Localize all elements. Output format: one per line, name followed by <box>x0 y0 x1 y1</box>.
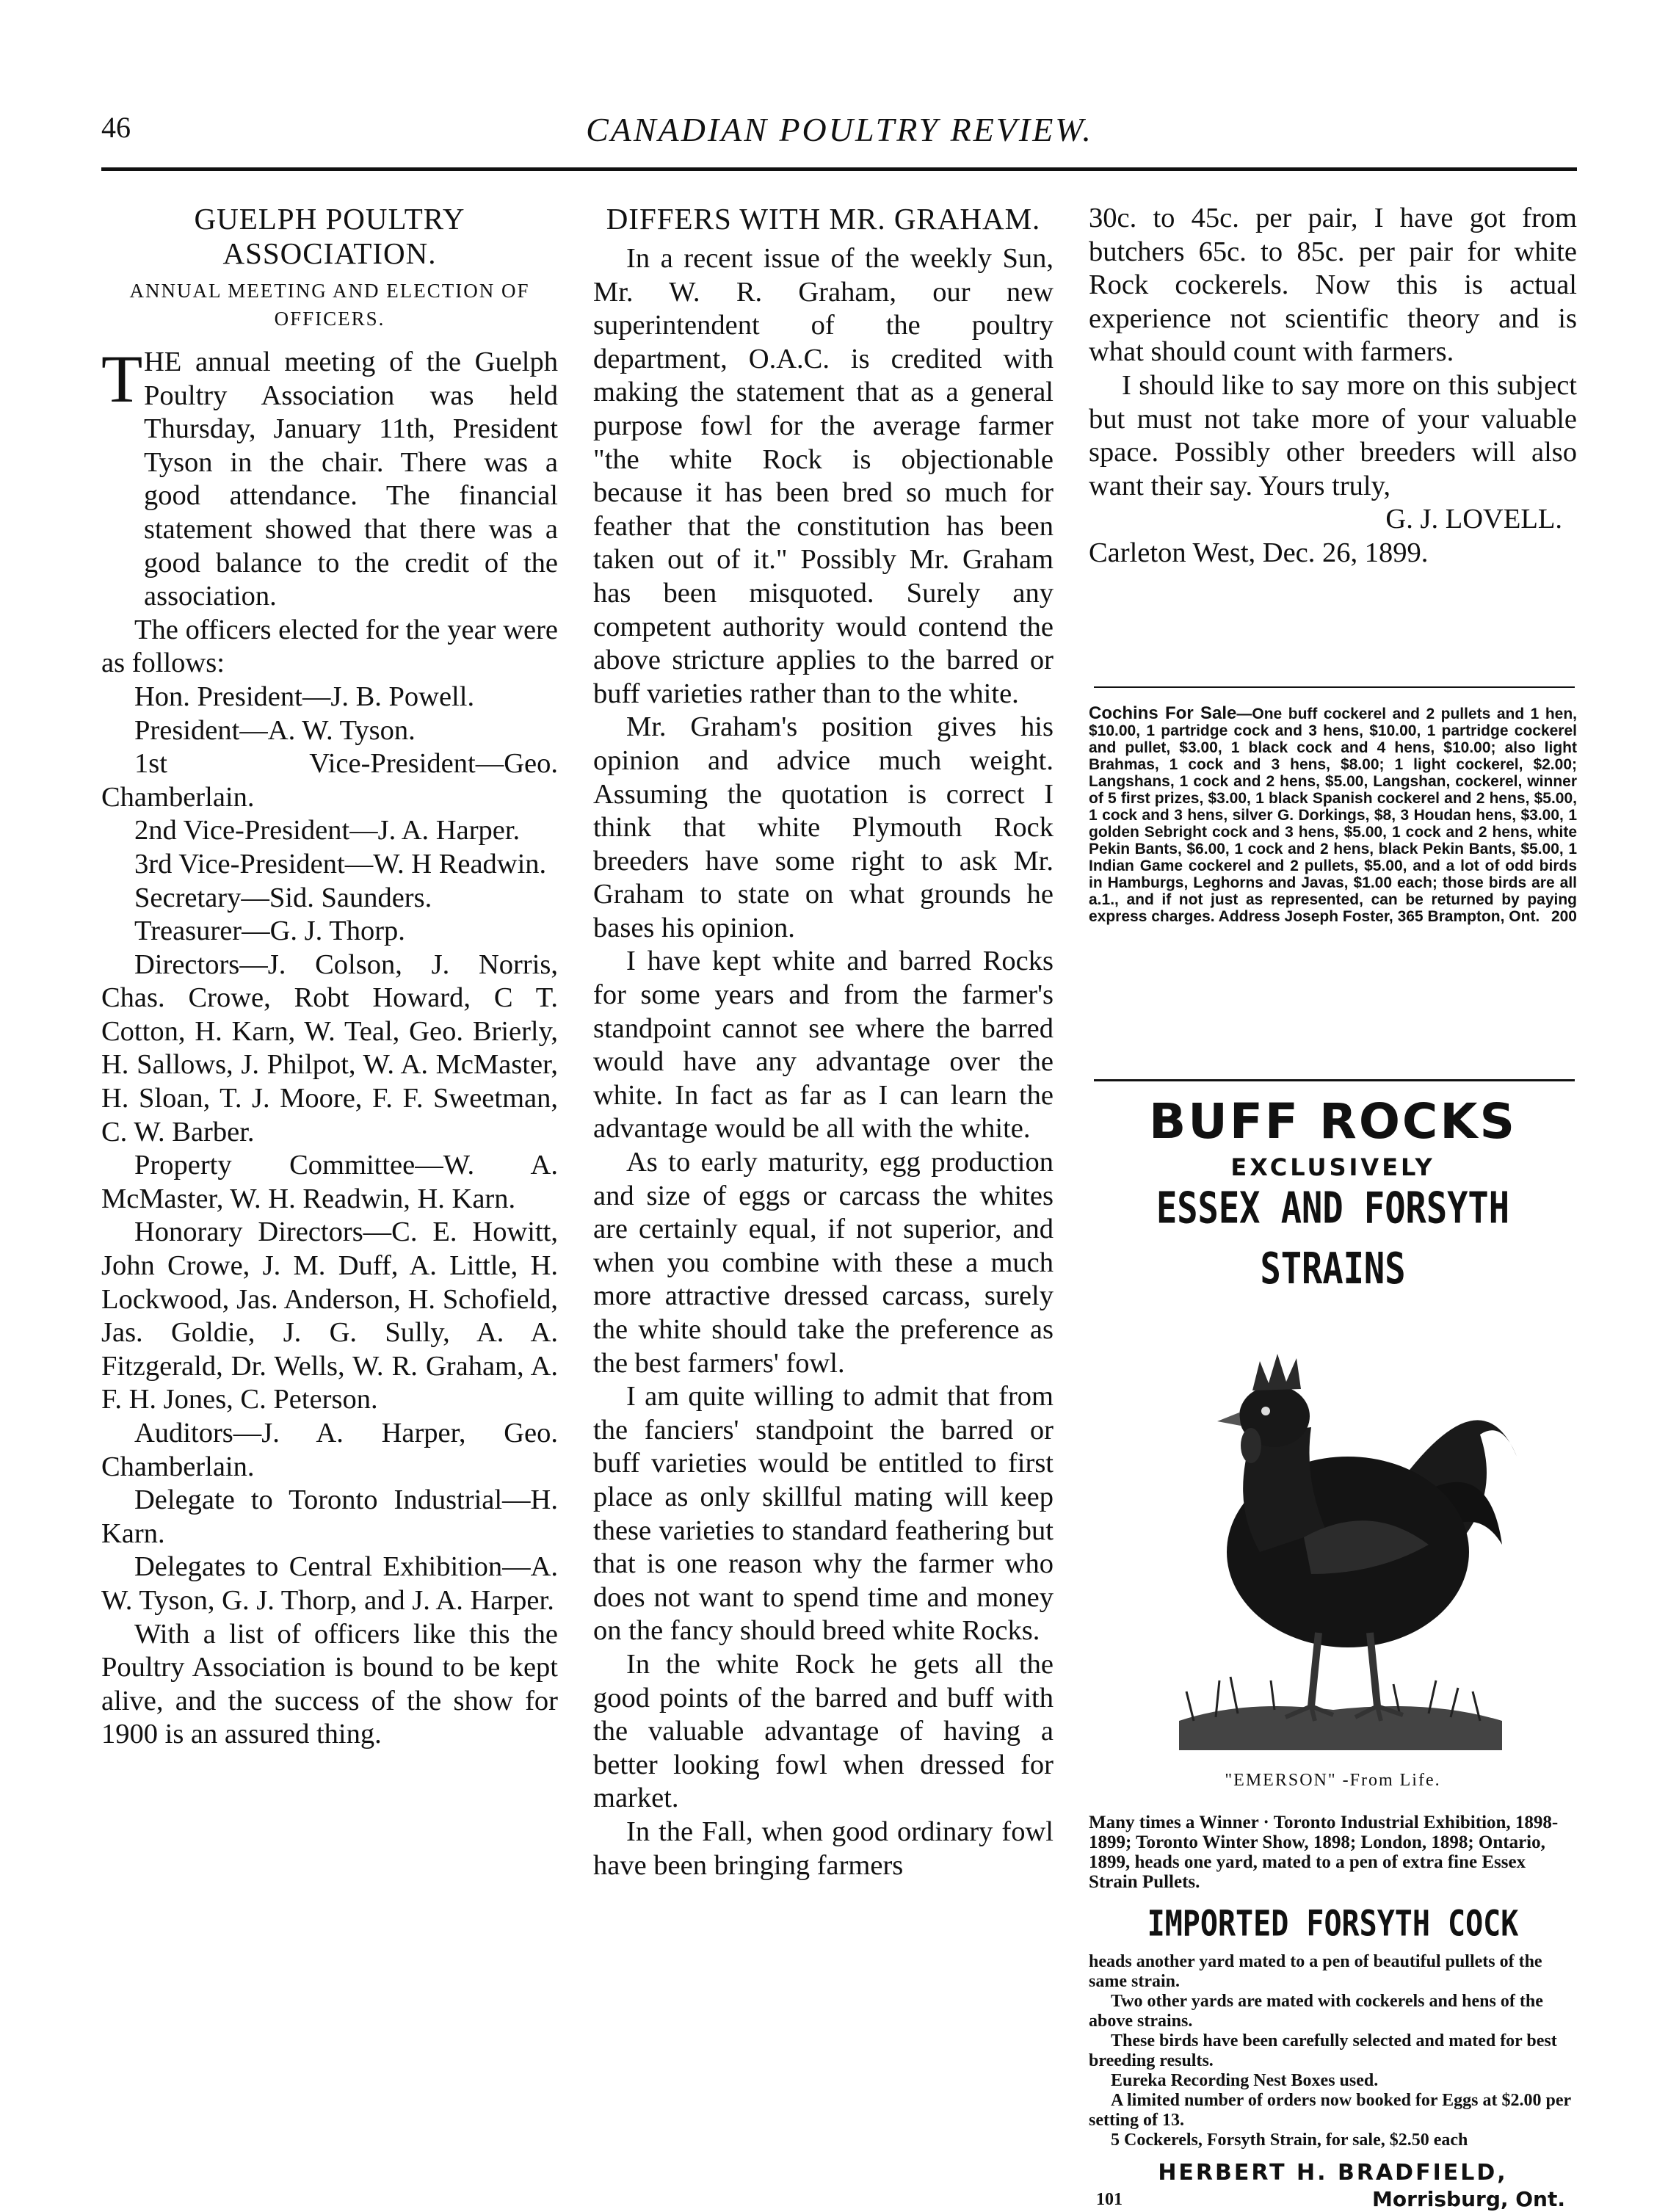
advert-imported: IMPORTED FORSYTH COCK <box>1147 1904 1519 1945</box>
officer-entry: Delegate to Toronto Industrial—H. Karn. <box>101 1484 558 1549</box>
article-title-graham: DIFFERS WITH MR. GRAHAM. <box>606 202 1041 236</box>
officer-entry: President—A. W. Tyson. <box>134 714 416 746</box>
paragraph: I have kept white and barred Rocks for some years and from the farmer's standpoint cannot see where the barred would have any advantage over the white. In fact as far as I can learn the advantage would be all with the white. <box>593 946 1054 1145</box>
advert-title: BUFF ROCKS <box>1148 1093 1517 1150</box>
officer-entry: Property Committee—W. A. McMaster, W. H. Readwin, H. Karn. <box>101 1150 558 1214</box>
article-subtitle-guelph: ANNUAL MEETING AND ELECTION OF OFFICERS. <box>129 280 530 330</box>
rooster-illustration <box>1135 1310 1531 1765</box>
officer-entry: Auditors—J. A. Harper, Geo. Chamberlain. <box>101 1418 558 1482</box>
column-2 <box>593 202 1054 1882</box>
classified-lead: Cochins For Sale <box>1089 703 1237 723</box>
paragraph: 30c. to 45c. per pair, I have got from butchers 65c. to 85c. per pair for white Rock cockerels. Now this is actual experience not scientific theory and is what should count with farmers. <box>1089 203 1577 368</box>
advert-town: Morrisburg, Ont. <box>1372 2187 1565 2211</box>
officer-entry: 3rd Vice-President—W. H Readwin. <box>134 848 547 880</box>
paragraph: With a list of officers like this the Poultry Association is bound to be kept alive, and the success of the show for 1900 is an assured thing. <box>101 1618 558 1750</box>
paragraph-text: HE annual meeting of the Guelph Poultry Association was held Thursday, January 11th, President Tyson in the chair. There was a good attendance. The financial statement showed that there was a good balance to the credit of the association. <box>144 347 558 612</box>
classified-advert <box>1089 705 1577 925</box>
paragraph: In the white Rock he gets all the good points of the barred and buff with the valuable advantage of having a better looking fowl when dressed for market. <box>593 1648 1054 1814</box>
column-3 <box>1089 202 1577 570</box>
officer-entry: Secretary—Sid. Saunders. <box>134 882 432 913</box>
paragraph: I am quite willing to admit that from the fanciers' standpoint the barred or buff varieties would be entitled to first place as only skillful mating will keep these varieties to standard feathering but that is one reason why the farmer who does not want to spend time and money on the fancy should breed white Rocks. <box>593 1381 1054 1647</box>
advert-detail: 5 Cockerels, Forsyth Strain, for sale, $2.50 each <box>1111 2131 1468 2150</box>
opening-paragraph <box>101 341 558 614</box>
advert-detail: heads another yard mated to a pen of beautiful pullets of the same strain. <box>1089 1952 1542 1991</box>
advert-detail: Two other yards are mated with cockerels and hens of the above strains. <box>1089 1992 1543 2031</box>
advert-subtitle: EXCLUSIVELY <box>1230 1153 1435 1181</box>
officer-entry: Honorary Directors—C. E. Howitt, John Crowe, J. M. Duff, A. Little, H. Lockwood, Jas. Anderson, H. Schofield, Jas. Goldie, J. G. Sully, A. A. Fitzgerald, Dr. Wells, W. R. Graham, A. F. H. Jones, C. Peterson. <box>101 1216 558 1415</box>
advert-seller: HERBERT H. BRADFIELD, <box>1158 2160 1508 2186</box>
signature: G. J. LOVELL. <box>1385 504 1562 535</box>
advert-address <box>1089 2187 1577 2212</box>
illustration-caption: "EMERSON" -From Life. <box>1225 1771 1441 1790</box>
paragraph: In a recent issue of the weekly Sun, Mr. W. R. Graham, our new superintendent of the poultry department, O.A.C. is credited with making the statement that as a general purpose fowl for the average farmer "the white Rock is objectionable because it has been bred so much for feather that the constitution has been taken out of it." Possibly Mr. Graham has been misquoted. Surely any competent authority would contend the above stricture applies to the barred or buff varieties rather than to the white. <box>593 243 1054 709</box>
classified-text: —One buff cockerel and 2 pullets and 1 hen, $10.00, 1 partridge cock and 3 hens, $10.00, 1 partridge cockerel and pullet, $3.00, 1 black cock and 4 hens, $10.00; also light Brahmas, 1 cock and 3 hens, $8.00; 1 light cockerel, $2.00; Langshans, 1 cock and 2 hens, $5.00, Langshan, cockerel, winner of 5 first prizes, $3.00, 1 black Spanish cockerel and 2 hens, $5.00, 1 cock and 3 hens, silver G. Dorkings, $8, 3 Houdan hens, $3.00, 1 golden Sebright cock and 3 hens, $5.00, 1 cock and 2 hens, white Pekin Bants, $6.00, 1 cock and 2 hens, black Pekin Bants, $5.00, 1 Indian Game cockerel and 2 pullets, $5.00, and a lot of odd birds in Hamburgs, Leghorns and Javas, $1.00 each; those birds are all a.1., and if not just as represented, can be returned by paying express charges. Address Joseph Foster, 365 Brampton, Ont. <box>1089 706 1578 925</box>
advert-details <box>1089 1952 1577 2150</box>
classified-ref: 200 <box>1551 908 1577 925</box>
running-head: CANADIAN POULTRY REVIEW. <box>586 111 1093 148</box>
officer-entry: Delegates to Central Exhibition—A. W. Tyson, G. J. Thorp, and J. A. Harper. <box>101 1551 558 1616</box>
advert-strains: ESSEX AND FORSYTH STRAINS <box>1156 1183 1510 1294</box>
divider-rule <box>1094 1079 1575 1081</box>
officer-entry: 2nd Vice-President—J. A. Harper. <box>134 815 521 846</box>
advert-detail: A limited number of orders now booked for Eggs at $2.00 per setting of 13. <box>1089 2091 1571 2130</box>
rooster-icon <box>1135 1310 1531 1765</box>
header-rule <box>101 167 1577 171</box>
divider-rule <box>1094 686 1575 688</box>
page-number: 46 <box>101 111 131 144</box>
paragraph: In the Fall, when good ordinary fowl have been bringing farmers <box>593 1816 1054 1881</box>
paragraph: I should like to say more on this subject but must not take more of your valuable space. Possibly other breeders will also want their say. Yours truly, <box>1089 369 1577 501</box>
paragraph: As to early maturity, egg production and size of eggs or carcass the whites are certainly equal, if not superior, and when you combine with these a much more attractive dressed carcass, surely the white should take the preference as the best farmers' fowl. <box>593 1147 1054 1379</box>
paragraph: Mr. Graham's position gives his opinion and advice much weight. Assuming the quotation is correct I think that white Plymouth Rock breeders have some right to ask Mr. Graham to state on what grounds he bases his opinion. <box>593 711 1054 943</box>
article-title-guelph: GUELPH POULTRY ASSOCIATION. <box>194 202 465 270</box>
officer-entry: Treasurer—G. J. Thorp. <box>134 915 405 947</box>
column-1 <box>101 202 558 1752</box>
place-date: Carleton West, Dec. 26, 1899. <box>1089 537 1429 568</box>
advert-record: Many times a Winner · Toronto Industrial Exhibition, 1898-1899; Toronto Winter Show, 1898; London, 1898; Ontario, 1899, heads one yard, mated to a pen of extra fine Essex Strain Pullets. <box>1089 1813 1559 1892</box>
advert-detail: These birds have been carefully selected and mated for best breeding results. <box>1089 2031 1557 2070</box>
buff-rocks-advert <box>1089 1094 1577 2212</box>
paragraph: The officers elected for the year were as follows: <box>101 614 558 679</box>
advert-detail: Eureka Recording Nest Boxes used. <box>1111 2071 1379 2090</box>
advert-number: 101 <box>1096 2190 1123 2209</box>
officer-entry: 1st Vice-President—Geo. Chamberlain. <box>101 748 558 813</box>
officer-entry: Hon. President—J. B. Powell. <box>134 681 475 712</box>
officer-entry: Directors—J. Colson, J. Norris, Chas. Crowe, Robt Howard, C T. Cotton, H. Karn, W. Teal, Geo. Brierly, H. Sallows, J. Philpot, W. A. McMaster, H. Sloan, T. J. Moore, F. F. Sweetman, C. W. Barber. <box>101 949 558 1147</box>
drop-cap: T <box>101 341 143 416</box>
